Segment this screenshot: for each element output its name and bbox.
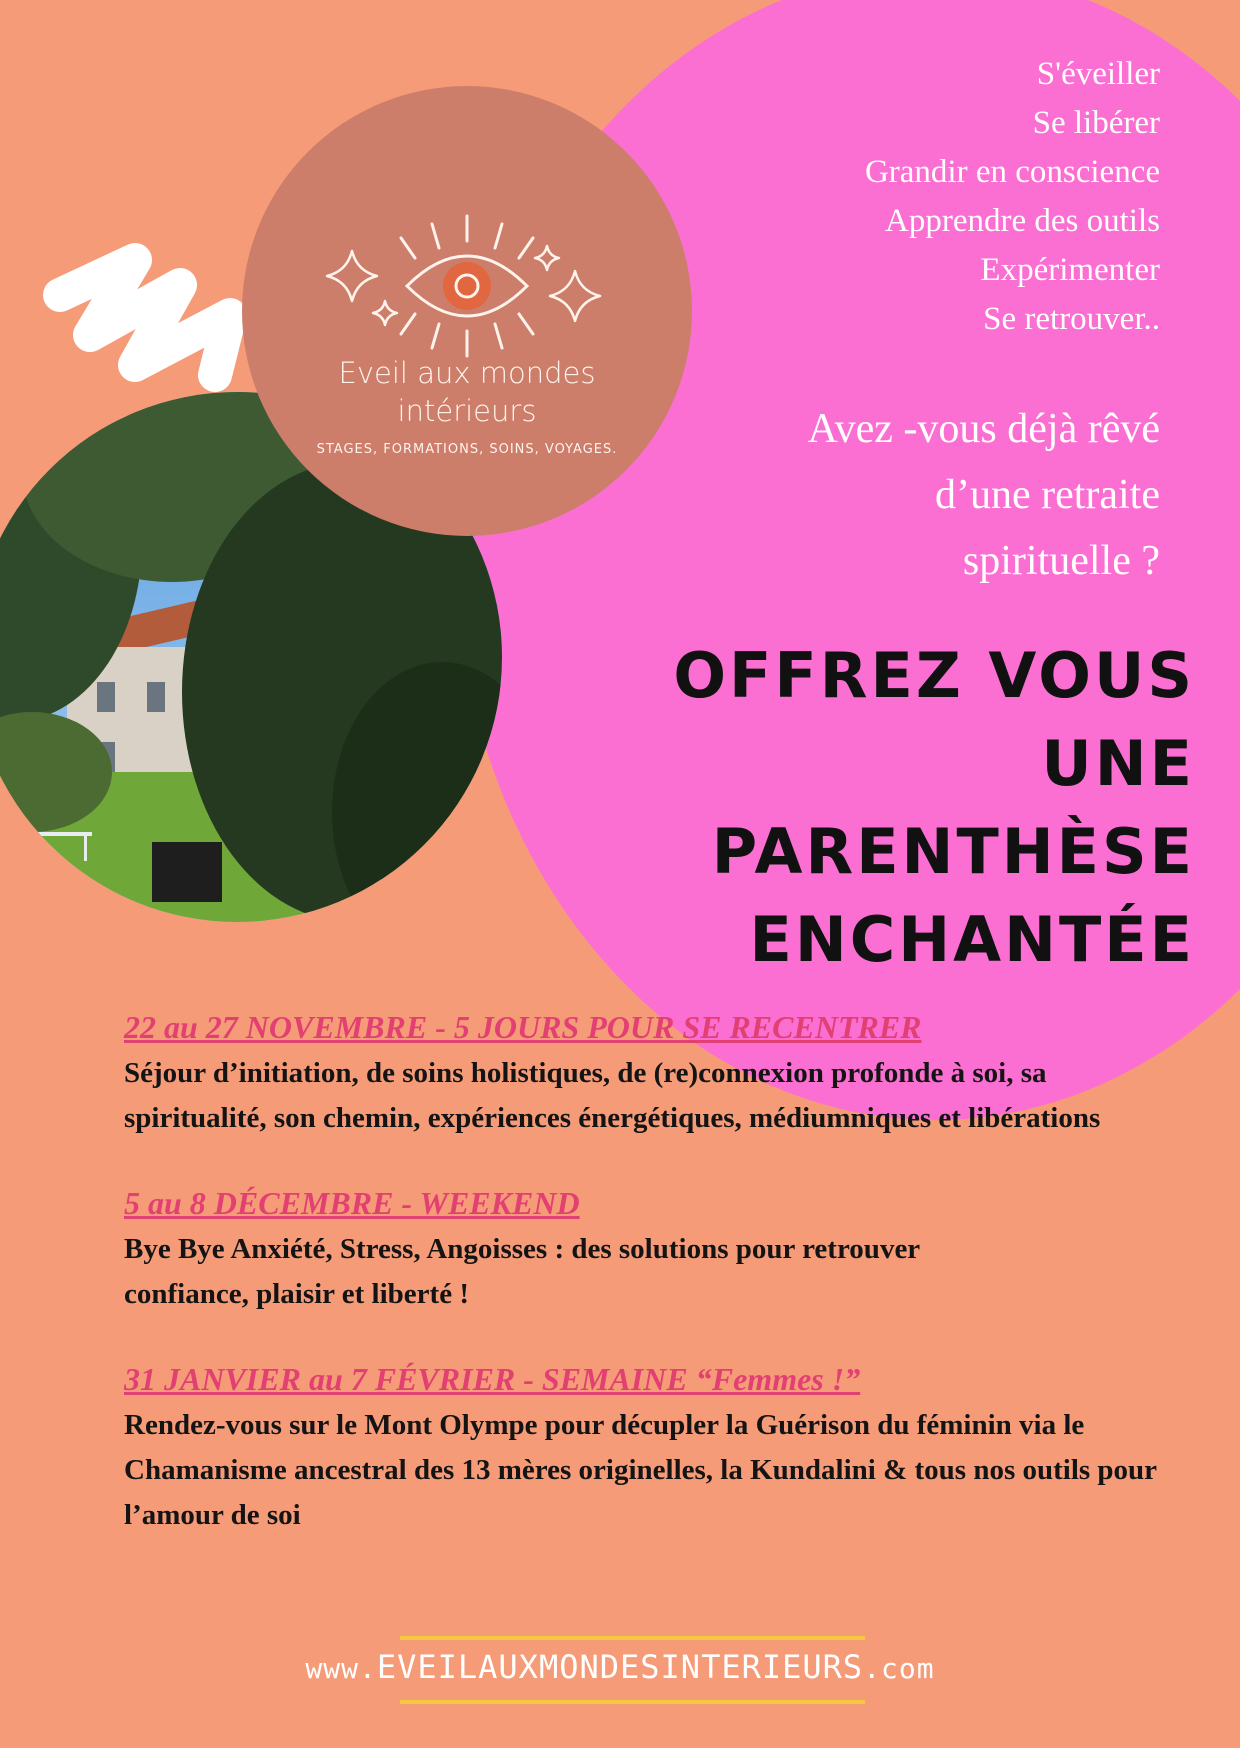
event-date: 22 au 27 NOVEMBRE - 5 JOURS POUR SE RECENTRER: [124, 1009, 922, 1045]
retreat-question: [807, 396, 1160, 594]
event-date: 31 JANVIER au 7 FÉVRIER - SEMAINE “Femmes !”: [124, 1361, 861, 1397]
event-item: [124, 1357, 1174, 1538]
motto-list: [865, 50, 1160, 344]
sparkle-icon: [327, 251, 377, 301]
headline-line: ENCHANTÉE: [749, 903, 1195, 976]
event-date: 5 au 8 DÉCEMBRE - WEEKEND: [124, 1185, 580, 1221]
motto-item: Se libérer: [1032, 105, 1160, 141]
brand-logo-circle: [242, 86, 692, 536]
motto-item: Apprendre des outils: [885, 203, 1160, 239]
website-suffix: .com: [863, 1652, 935, 1685]
motto-item: S'éveiller: [1036, 56, 1160, 92]
brand-name-line2: intérieurs: [397, 394, 537, 428]
question-line: d’une retraite: [934, 472, 1160, 518]
event-description: Rendez-vous sur le Mont Olympe pour décupler la Guérison du féminin via le Chamanisme ancestral des 13 mères originelles, la Kundalini & tous nos outils pour l’amour de soi: [124, 1409, 1157, 1531]
event-description: Séjour d’initiation, de soins holistiques, de (re)connexion profonde à soi, sa spiritualité, son chemin, expériences énergétiques, médiumniques et libérations: [124, 1057, 1101, 1134]
brand-name-line1: Eveil aux mondes: [338, 356, 596, 390]
website-link[interactable]: [0, 1648, 1240, 1686]
headline-line: UNE: [1041, 727, 1195, 800]
sparkle-icon: [535, 246, 559, 270]
sparkle-icon: [373, 301, 397, 325]
question-line: Avez -vous déjà rêvé: [807, 406, 1160, 452]
website-prefix: www.: [305, 1652, 377, 1685]
sparkle-icon: [550, 271, 600, 321]
brand-name: [242, 354, 692, 430]
website-rule-top: [400, 1636, 865, 1640]
brand-tagline: STAGES, FORMATIONS, SOINS, VOYAGES.: [316, 442, 618, 457]
event-item: [124, 1005, 1174, 1141]
main-headline: [673, 632, 1195, 984]
headline-line: PARENTHÈSE: [711, 815, 1195, 888]
events-list: [124, 1005, 1174, 1578]
motto-item: Grandir en conscience: [864, 154, 1160, 190]
headline-line: OFFREZ VOUS: [673, 639, 1195, 712]
question-line: spirituelle ?: [962, 538, 1160, 584]
website-domain: EVEILAUXMONDESINTERIEURS: [376, 1648, 864, 1686]
event-item: [124, 1181, 1174, 1317]
motto-item: Se retrouver..: [983, 301, 1160, 337]
website-rule-bottom: [400, 1700, 865, 1704]
motto-item: Expérimenter: [980, 252, 1160, 288]
event-description: Bye Bye Anxiété, Stress, Angoisses : des solutions pour retrouver confiance, plaisir et liberté !: [124, 1233, 920, 1310]
